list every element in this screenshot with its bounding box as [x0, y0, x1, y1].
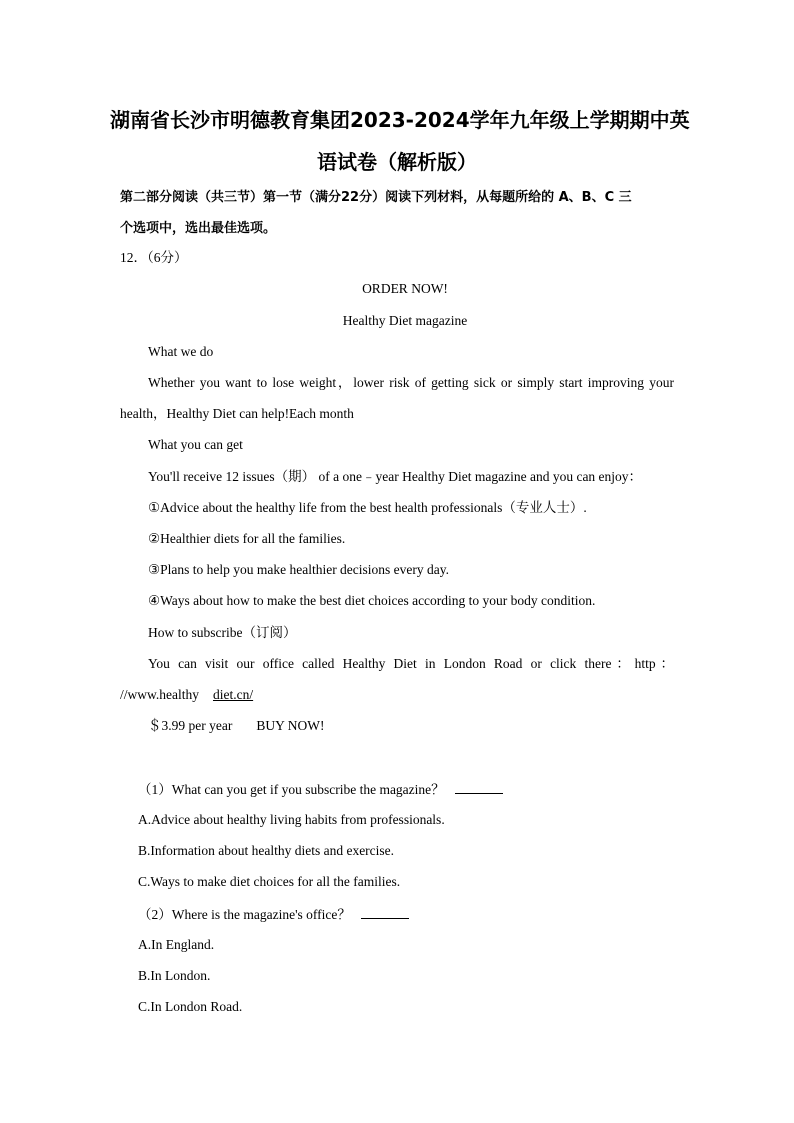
benefit-item-2: ②Healthier diets for all the families. — [148, 531, 346, 546]
subheading-how-to-subscribe: How to subscribe（订阅） — [148, 625, 297, 640]
answer-blank-2[interactable] — [361, 905, 409, 919]
url-prefix: //www.healthy — [120, 687, 199, 702]
paragraph-1-line-1: Whether you want to lose weight，lower risk of getting sick or simply start improving your — [148, 375, 674, 390]
question-number: 12．（6分） — [120, 250, 188, 265]
price-text: ＄3.99 per year — [148, 718, 233, 733]
question-2-option-c: C.In London Road. — [138, 999, 243, 1014]
passage-heading-order: ORDER NOW! — [362, 281, 448, 296]
subheading-what-you-get: What you can get — [148, 437, 243, 452]
visit-line-2 — [120, 686, 253, 704]
question-1-stem — [138, 780, 503, 799]
question-2-stem — [138, 905, 409, 924]
document-title-line-1: 湖南省长沙市明德教育集团2023-2024学年九年级上学期期中英 — [110, 108, 690, 132]
section-instruction-line-1: 第二部分阅读（共三节）第一节（满分22分）阅读下列材料，从每题所给的 A、B、C 三 — [120, 190, 632, 205]
question-1-option-a: A.Advice about healthy living habits from professionals. — [138, 812, 445, 827]
paragraph-1-line-2: health，Healthy Diet can help!Each month — [120, 406, 354, 421]
receive-text: You'll receive 12 issues（期） of a one﹣year Healthy Diet magazine and you can enjoy： — [148, 469, 643, 484]
question-1-text: （1）What can you get if you subscribe the magazine？ — [138, 782, 445, 797]
benefit-item-1: ①Advice about the healthy life from the best health professionals（专业人士）. — [148, 500, 587, 515]
buy-now-text: BUY NOW! — [256, 718, 325, 733]
question-2-option-a: A.In England. — [138, 937, 215, 952]
document-title-line-2: 语试卷（解析版） — [317, 150, 477, 174]
website-link[interactable]: diet.cn/ — [212, 687, 254, 702]
price-line — [148, 717, 324, 735]
passage-heading-magazine: Healthy Diet magazine — [342, 313, 468, 328]
benefit-item-3: ③Plans to help you make healthier decisions every day. — [148, 562, 450, 577]
question-1-option-b: B.Information about healthy diets and exercise. — [138, 843, 395, 858]
answer-blank-1[interactable] — [455, 780, 503, 794]
question-1-option-c: C.Ways to make diet choices for all the families. — [138, 874, 401, 889]
question-2-option-b: B.In London. — [138, 968, 211, 983]
subheading-what-we-do: What we do — [148, 344, 214, 359]
section-instruction-line-2: 个选项中，选出最佳选项。 — [120, 221, 277, 236]
visit-line-1: You can visit our office called Healthy Diet in London Road or click there：http： — [148, 656, 674, 671]
benefit-item-4: ④Ways about how to make the best diet choices according to your body condition. — [148, 593, 596, 608]
question-2-text: （2）Where is the magazine's office？ — [138, 907, 351, 922]
